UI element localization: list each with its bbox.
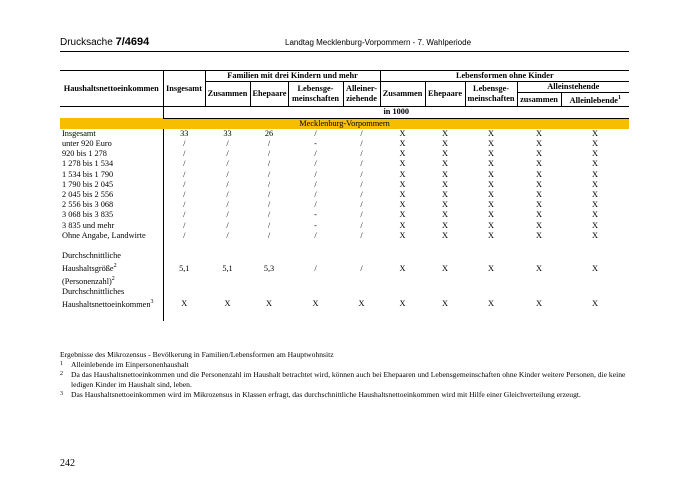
table-cell: X bbox=[592, 200, 599, 210]
table-cell: / bbox=[314, 200, 317, 210]
table-row bbox=[60, 159, 629, 169]
table-cell: X bbox=[442, 169, 449, 179]
table-cell: X bbox=[592, 149, 599, 159]
table-row bbox=[60, 149, 629, 159]
row-label: Ohne Angabe, Landwirte bbox=[60, 231, 163, 241]
table-cell: / bbox=[360, 190, 363, 199]
row-label: Durchschnittliches Haushaltsnettoeinkommen$^3$ bbox=[60, 287, 163, 320]
living-alone-header: Alleinlebende$^1$ bbox=[561, 93, 629, 107]
table-cell: X bbox=[358, 298, 365, 308]
table-cell: 5,1 bbox=[222, 263, 233, 273]
footnote-text: Alleinlebende im Einpersonenhaushalt bbox=[71, 360, 189, 369]
table-cell: / bbox=[226, 179, 229, 189]
table-cell: / bbox=[360, 179, 363, 189]
avg-household-row bbox=[60, 251, 629, 287]
table-cell: - bbox=[314, 220, 317, 230]
table-cell: / bbox=[226, 138, 229, 148]
table-cell: X bbox=[488, 210, 495, 220]
table-cell: X bbox=[312, 298, 319, 308]
table-cell: X bbox=[442, 138, 449, 148]
table-cell: X bbox=[488, 190, 495, 199]
nochild-married-header: Ehepaare bbox=[425, 82, 465, 107]
table-cell: 5,3 bbox=[263, 263, 275, 273]
table-cell: X bbox=[592, 128, 599, 138]
parliament-title: Landtag Mecklenburg-Vorpommern - 7. Wahlperiode bbox=[285, 38, 472, 47]
table-row bbox=[60, 129, 629, 139]
table-cell: X bbox=[592, 179, 599, 189]
row-label: unter 920 Euro bbox=[60, 139, 163, 149]
footnote bbox=[60, 360, 630, 370]
table-cell: X bbox=[399, 128, 406, 138]
table-cell: / bbox=[360, 149, 363, 159]
table-cell: 33 bbox=[180, 128, 189, 138]
table-cell: X bbox=[536, 298, 543, 308]
doc-number: 7/4694 bbox=[115, 36, 150, 48]
table-cell: X bbox=[442, 298, 449, 308]
table-row bbox=[60, 139, 629, 149]
table-row bbox=[60, 221, 629, 231]
table-cell: X bbox=[536, 263, 543, 273]
table-cell: / bbox=[267, 230, 271, 240]
table-cell: / bbox=[314, 263, 317, 273]
doc-label: Drucksache bbox=[60, 37, 113, 48]
table-cell: / bbox=[360, 159, 363, 169]
table-cell: X bbox=[536, 128, 543, 138]
unit-label: in 1000 bbox=[163, 107, 629, 118]
table-row bbox=[60, 200, 629, 210]
table-cell: X bbox=[442, 159, 449, 169]
table-cell: / bbox=[226, 190, 229, 199]
table-cell: X bbox=[399, 169, 406, 179]
table-cell: / bbox=[267, 190, 271, 199]
table-cell: X bbox=[592, 263, 599, 273]
table-cell: X bbox=[592, 230, 599, 240]
document-number bbox=[60, 36, 149, 48]
single-together-header: zusammen bbox=[517, 93, 561, 107]
footnote-number: 3 bbox=[60, 391, 63, 397]
table-cell: / bbox=[183, 190, 186, 199]
table-cell: / bbox=[183, 220, 186, 230]
table-row bbox=[60, 170, 629, 180]
table-cell: X bbox=[442, 190, 449, 199]
footnote bbox=[60, 370, 630, 390]
table-cell: X bbox=[224, 298, 231, 308]
table-cell: / bbox=[226, 159, 229, 169]
table-cell: X bbox=[488, 263, 495, 273]
families-together-header: Zusammen bbox=[205, 82, 250, 107]
table-cell: X bbox=[488, 169, 495, 179]
table-cell: / bbox=[267, 149, 271, 159]
row-label: 2 556 bis 3 068 bbox=[60, 200, 163, 210]
footnote-text: Das Haushaltsnettoeinkommen wird im Mikrozensus in Klassen erfragt, das durchschnittliche Haushaltsnettoeinkommen wird mit Hilfe einer Gleichverteilung erzeugt. bbox=[71, 390, 581, 399]
table-cell: / bbox=[360, 200, 363, 210]
row-label: Insgesamt bbox=[60, 129, 163, 139]
nochild-partnership-header: Lebensge- meinschaften bbox=[465, 82, 517, 107]
row-label: 2 045 bis 2 556 bbox=[60, 190, 163, 200]
table-cell: X bbox=[592, 138, 599, 148]
single-header: Alleinstehende bbox=[517, 82, 629, 93]
row-label: Durchschnittliche Haushaltsgröße$^2$ (Personenzahl)$^2$ bbox=[60, 251, 163, 287]
row-label: 1 790 bis 2 045 bbox=[60, 180, 163, 190]
table-cell: / bbox=[226, 220, 229, 230]
table-cell: / bbox=[314, 179, 317, 189]
table-cell: X bbox=[399, 230, 406, 240]
table-row bbox=[60, 190, 629, 200]
table-cell: / bbox=[226, 230, 229, 240]
families-single-parent-header: Alleiner- ziehende bbox=[343, 82, 380, 107]
table-cell: / bbox=[183, 159, 186, 169]
table-cell: X bbox=[488, 179, 495, 189]
table-cell: X bbox=[488, 230, 495, 240]
table-cell: / bbox=[267, 169, 271, 179]
table-cell: X bbox=[536, 220, 543, 230]
table-cell: X bbox=[536, 200, 543, 210]
footnote bbox=[60, 390, 630, 400]
table-cell: X bbox=[442, 179, 449, 189]
page-number: 242 bbox=[60, 458, 75, 469]
row-label: 1 534 bis 1 790 bbox=[60, 170, 163, 180]
table-cell: / bbox=[183, 169, 186, 179]
table-cell: X bbox=[399, 263, 406, 273]
col-income-header: Haushaltsnettoeinkommen bbox=[60, 71, 163, 107]
group-without-children-header: Lebensformen ohne Kinder bbox=[380, 71, 629, 82]
table-cell: / bbox=[267, 210, 271, 220]
footnotes bbox=[60, 360, 630, 400]
unit-row bbox=[60, 107, 629, 118]
table-cell: X bbox=[592, 169, 599, 179]
spacer-row bbox=[60, 241, 629, 251]
region-row bbox=[60, 118, 629, 129]
table-cell: / bbox=[183, 200, 186, 210]
table-cell: X bbox=[536, 169, 543, 179]
families-partnership-header: Lebensge- meinschaften bbox=[288, 82, 343, 107]
table-cell: X bbox=[399, 220, 406, 230]
table-cell: / bbox=[226, 149, 229, 159]
table-cell: X bbox=[181, 298, 188, 308]
table-cell: 26 bbox=[264, 128, 274, 138]
footnote-text: Da das Haushaltsnettoeinkommen und die Personenzahl im Haushalt betrachtet wird, können auch bei Ehepaaren und Lebensgemeinschaften ohne Kinder weitere Personen, die keine ledigen Kinder im Haushalt sind, leben. bbox=[71, 370, 626, 389]
table-cell: X bbox=[399, 159, 406, 169]
table-cell: - bbox=[314, 210, 317, 220]
table-cell: / bbox=[314, 128, 317, 138]
row-label: 3 835 und mehr bbox=[60, 221, 163, 231]
table-cell: X bbox=[399, 200, 406, 210]
table-cell: X bbox=[399, 138, 406, 148]
table-cell: X bbox=[442, 200, 449, 210]
table-cell: / bbox=[226, 200, 229, 210]
table-cell: X bbox=[442, 263, 449, 273]
table-cell: / bbox=[314, 230, 317, 240]
table-cell: X bbox=[592, 220, 599, 230]
source-note: Ergebnisse des Mikrozensus - Bevölkerung in Familien/Lebensformen am Hauptwohnsitz bbox=[60, 350, 334, 359]
table-cell: / bbox=[267, 200, 271, 210]
table-cell: / bbox=[314, 190, 317, 199]
table-cell: X bbox=[399, 179, 406, 189]
table-cell: / bbox=[226, 169, 229, 179]
table-cell: X bbox=[442, 128, 449, 138]
table-cell: 33 bbox=[223, 128, 232, 138]
table-cell: / bbox=[314, 169, 317, 179]
table-cell: X bbox=[266, 298, 272, 308]
table-cell: / bbox=[360, 263, 363, 273]
nochild-together-header: Zusammen bbox=[380, 82, 425, 107]
table-cell: X bbox=[536, 159, 543, 169]
table-cell: X bbox=[442, 149, 449, 159]
table-cell: X bbox=[488, 159, 495, 169]
table-row bbox=[60, 231, 629, 241]
table-cell: X bbox=[536, 149, 543, 159]
table-cell: X bbox=[399, 149, 406, 159]
table-cell: / bbox=[314, 149, 317, 159]
table-cell: / bbox=[360, 138, 363, 148]
table-row bbox=[60, 210, 629, 220]
row-label: 1 278 bis 1 534 bbox=[60, 159, 163, 169]
footnote-number: 1 bbox=[60, 361, 63, 367]
table-cell: / bbox=[226, 210, 229, 220]
table-cell: / bbox=[183, 138, 186, 148]
table-cell: / bbox=[360, 220, 363, 230]
table-cell: X bbox=[399, 298, 406, 308]
header-rule bbox=[60, 51, 629, 52]
table-cell: / bbox=[183, 149, 186, 159]
region-label: Mecklenburg-Vorpommern bbox=[60, 118, 629, 129]
table-cell: X bbox=[488, 220, 495, 230]
table-cell: X bbox=[488, 149, 495, 159]
table-cell: X bbox=[592, 190, 599, 199]
table-cell: X bbox=[488, 200, 495, 210]
table-cell: X bbox=[536, 179, 543, 189]
table-cell: / bbox=[183, 230, 186, 240]
group-families-header: Familien mit drei Kindern und mehr bbox=[205, 71, 380, 82]
table-cell: / bbox=[360, 230, 363, 240]
avg-income-row bbox=[60, 287, 629, 320]
table-cell: X bbox=[442, 210, 449, 220]
col-total-header: Insgesamt bbox=[163, 71, 205, 107]
table-cell: X bbox=[399, 190, 406, 199]
table-cell: X bbox=[536, 230, 543, 240]
table-cell: X bbox=[442, 230, 449, 240]
table-cell: / bbox=[267, 159, 271, 169]
table-cell: / bbox=[360, 128, 363, 138]
table-cell: X bbox=[592, 298, 599, 308]
table-cell: / bbox=[314, 159, 317, 169]
table-cell: X bbox=[442, 220, 449, 230]
table-cell: X bbox=[399, 210, 406, 220]
footnote-number: 2 bbox=[60, 371, 63, 377]
table-cell: / bbox=[360, 169, 363, 179]
row-label: 920 bis 1 278 bbox=[60, 149, 163, 159]
table-cell: X bbox=[488, 298, 495, 308]
table-cell: X bbox=[488, 128, 495, 138]
table-cell: / bbox=[267, 138, 271, 148]
table-row bbox=[60, 180, 629, 190]
table-cell: X bbox=[488, 138, 495, 148]
table-cell: X bbox=[536, 210, 543, 220]
table-cell: 5,1 bbox=[179, 263, 190, 273]
table-cell: X bbox=[536, 138, 543, 148]
table-cell: / bbox=[360, 210, 363, 220]
table-cell: / bbox=[267, 220, 271, 230]
table-cell: / bbox=[183, 210, 186, 220]
table-cell: / bbox=[267, 179, 271, 189]
row-label: 3 068 bis 3 835 bbox=[60, 210, 163, 220]
table-cell: - bbox=[314, 138, 317, 148]
table-cell: X bbox=[592, 159, 599, 169]
table-body bbox=[60, 129, 629, 321]
table-cell: X bbox=[592, 210, 599, 220]
statistics-table bbox=[60, 70, 629, 321]
table-cell: X bbox=[536, 190, 543, 199]
families-married-header: Ehepaare bbox=[250, 82, 288, 107]
table-cell: / bbox=[183, 179, 186, 189]
notes bbox=[60, 350, 630, 400]
header-row-1 bbox=[60, 71, 629, 82]
